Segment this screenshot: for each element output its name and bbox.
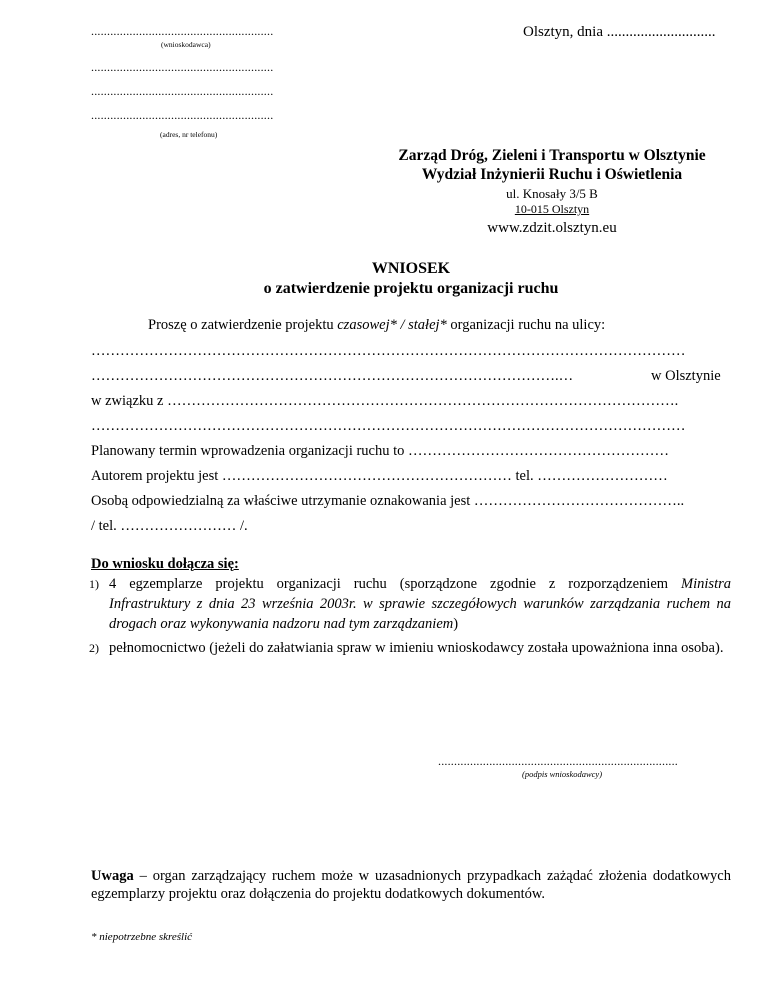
recipient-street: ul. Knosały 3/5 B bbox=[506, 186, 598, 201]
document-title: WNIOSEK bbox=[371, 260, 451, 277]
tel-line[interactable]: / tel. …………………… /. bbox=[91, 518, 248, 534]
responsible-line[interactable]: Osobą odpowiedzialną za właściwe utrzymanie oznakowania jest …………………………………….. bbox=[91, 493, 685, 509]
reason-line[interactable]: w związku z ……………………………………………………………………………………………. bbox=[91, 393, 679, 409]
signature-label: (podpis wnioskodawcy) bbox=[522, 769, 603, 779]
intro-line bbox=[148, 317, 605, 334]
intro-suffix: organizacji ruchu na ulicy: bbox=[446, 317, 606, 333]
attachment-item-2 bbox=[91, 638, 731, 658]
attachment-item-1-text-a: 4 egzemplarze projektu organizacji ruchu (sporządzone zgodnie z rozporządzeniem bbox=[109, 576, 682, 592]
street-dots-line-1[interactable]: …………………………………………………………………………………………………………… bbox=[91, 343, 686, 359]
attachment-item-1-text-italic: Ministra Infrastruktury z dnia 23 września 2003r. w sprawie szczegółowych warunków zarządzania ruchem na drogach oraz wykonywania nadzoru nad tym zarządzaniem bbox=[109, 576, 731, 632]
signature-dots[interactable]: ........................................................................... bbox=[438, 754, 678, 768]
note-paragraph bbox=[91, 867, 731, 903]
applicant-dots[interactable]: ......................................................... bbox=[91, 24, 274, 38]
applicant-label: (wnioskodawca) bbox=[161, 40, 211, 49]
note-label: Uwaga bbox=[91, 868, 134, 884]
address-dots-3[interactable]: ......................................................... bbox=[91, 108, 274, 122]
address-dots-1[interactable]: ......................................................... bbox=[91, 60, 274, 74]
recipient-block bbox=[380, 146, 724, 238]
recipient-line2: Wydział Inżynierii Ruchu i Oświetlenia bbox=[421, 166, 683, 183]
attachment-item-1-text-b: ) bbox=[453, 616, 459, 632]
footnote: * niepotrzebne skreślić bbox=[91, 931, 193, 943]
attachment-item-1 bbox=[91, 574, 731, 634]
attachment-item-2-text: pełnomocnictwo (jeżeli do załatwiania spraw w imieniu wnioskodawcy została upoważniona inna osoba). bbox=[109, 640, 724, 656]
place-date[interactable]: Olsztyn, dnia ............................. bbox=[523, 24, 716, 40]
street-dots-line-2[interactable]: …………………………………………………………………………………….… bbox=[91, 368, 574, 384]
address-dots-2[interactable]: ......................................................... bbox=[91, 84, 274, 98]
note-text: – organ zarządzający ruchem może w uzasadnionych przypadkach zażądać złożenia dodatkowych egzemplarzy projektu oraz dołączenia do projektu dodatkowych dokumentów. bbox=[91, 868, 731, 902]
recipient-line1: Zarząd Dróg, Zieleni i Transportu w Olsztynie bbox=[398, 147, 706, 164]
in-olsztyn: w Olsztynie bbox=[651, 368, 721, 384]
address-label: (adres, nr telefonu) bbox=[160, 130, 218, 139]
intro-italic: czasowej* / stałej* bbox=[337, 317, 447, 333]
recipient-postal: 10-015 Olsztyn bbox=[514, 202, 590, 216]
author-line[interactable]: Autorem projektu jest …………………………………………………… tel. ……………………… bbox=[91, 468, 668, 484]
intro-prefix: Proszę o zatwierdzenie projektu bbox=[148, 317, 338, 333]
attachment-item-2-number: 2) bbox=[89, 641, 99, 655]
attachment-item-1-text bbox=[91, 574, 731, 634]
attachments-heading: Do wniosku dołącza się: bbox=[91, 556, 239, 572]
reason-dots-line[interactable]: …………………………………………………………………………………………………………… bbox=[91, 418, 686, 434]
planned-date-line[interactable]: Planowany termin wprowadzenia organizacji ruchu to ……………………………………………… bbox=[91, 443, 670, 459]
recipient-website[interactable]: www.zdzit.olsztyn.eu bbox=[487, 220, 617, 236]
attachment-item-1-number: 1) bbox=[89, 577, 99, 591]
document-subtitle: o zatwierdzenie projektu organizacji ruchu bbox=[263, 280, 559, 297]
